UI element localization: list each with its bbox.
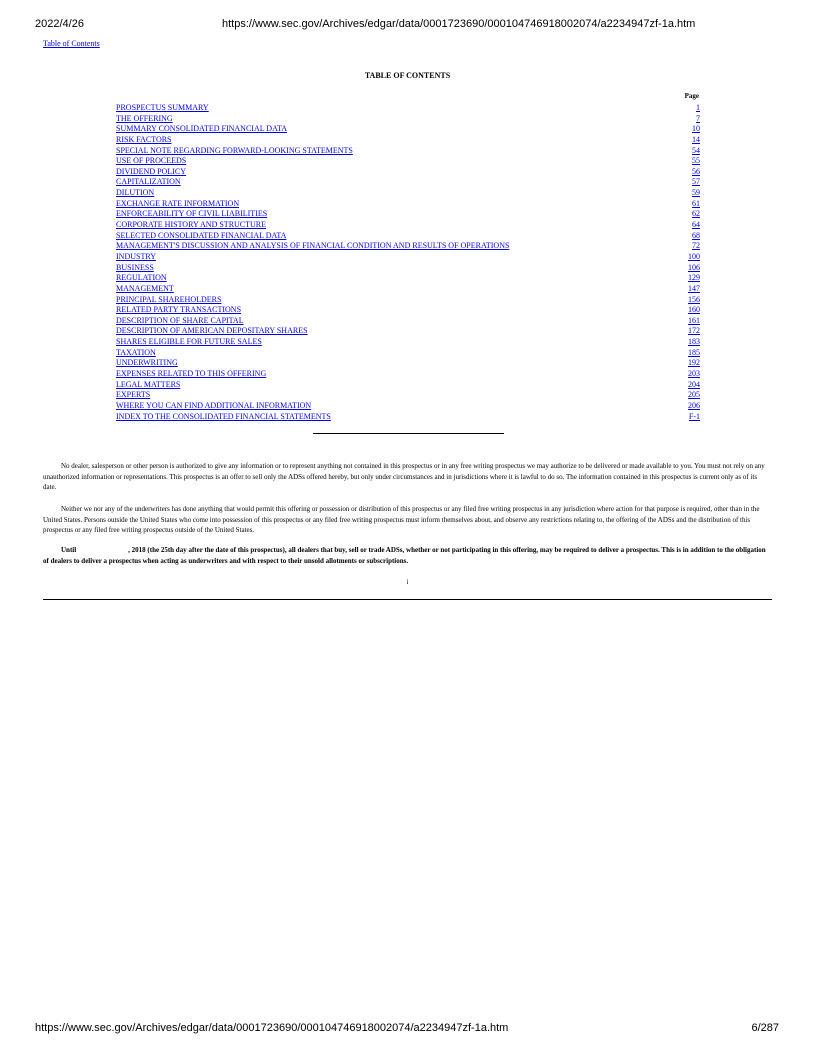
toc-entry-title[interactable]: ENFORCEABILITY OF CIVIL LIABILITIES <box>116 209 268 219</box>
toc-entry-title[interactable]: CAPITALIZATION <box>116 177 181 187</box>
toc-entry-page[interactable]: 161 <box>688 315 700 325</box>
toc-entry <box>116 295 700 306</box>
toc-entry-title[interactable]: RELATED PARTY TRANSACTIONS <box>116 305 242 315</box>
print-url: https://www.sec.gov/Archives/edgar/data/0001723690/000104746918002074/a2234947zf-1a.htm <box>222 18 696 30</box>
toc-entry-page[interactable]: 68 <box>692 230 700 240</box>
toc-heading: TABLE OF CONTENTS <box>364 71 451 80</box>
toc-entry-title[interactable]: LEGAL MATTERS <box>116 379 181 389</box>
toc-entry <box>116 241 700 252</box>
toc-entry-title[interactable]: MANAGEMENT'S DISCUSSION AND ANALYSIS OF FINANCIAL CONDITION AND RESULTS OF OPERATIONS <box>116 241 510 251</box>
toc-entry-page[interactable]: 192 <box>688 358 700 368</box>
toc-entry-page[interactable]: 100 <box>688 251 700 261</box>
toc-entry <box>116 156 700 167</box>
toc-entry-title[interactable]: EXPENSES RELATED TO THIS OFFERING <box>116 369 267 379</box>
toc-end-divider <box>313 433 504 434</box>
toc-entry-title[interactable]: THE OFFERING <box>116 113 173 123</box>
toc-entry-title[interactable]: BUSINESS <box>116 262 154 272</box>
print-page-count: 6/287 <box>751 1022 779 1034</box>
toc-entry <box>116 380 700 391</box>
toc-entry-title[interactable]: UNDERWRITING <box>116 358 178 368</box>
toc-list <box>116 103 700 422</box>
toc-entry-page[interactable]: 54 <box>692 145 700 155</box>
toc-entry-title[interactable]: PROSPECTUS SUMMARY <box>116 103 209 112</box>
table-of-contents-link[interactable]: Table of Contents <box>43 39 100 48</box>
toc-entry-title[interactable]: USE OF PROCEEDS <box>116 156 187 166</box>
toc-entry <box>116 326 700 337</box>
toc-entry <box>116 188 700 199</box>
toc-entry-title[interactable]: INDUSTRY <box>116 251 157 261</box>
page-end-divider <box>43 599 772 600</box>
toc-entry-title[interactable]: CORPORATE HISTORY AND STRUCTURE <box>116 220 267 230</box>
toc-entry-page[interactable]: 57 <box>692 177 700 187</box>
toc-entry <box>116 316 700 327</box>
toc-entry-title[interactable]: WHERE YOU CAN FIND ADDITIONAL INFORMATION <box>116 400 312 410</box>
until-rest: , 2018 (the 25th day after the date of this prospectus), all dealers that buy, sell or trade ADSs, whether or not participating in this offering, may be required to deliver a prospectus. This is in addition to the obligation of dealers to deliver a prospectus when acting as underwriters and with respect to their unsold allotments or subscriptions. <box>43 546 766 565</box>
toc-entry-page[interactable]: 156 <box>688 294 700 304</box>
toc-entry-page[interactable]: 204 <box>688 379 700 389</box>
toc-entry-page[interactable]: 172 <box>688 326 700 336</box>
toc-entry-page[interactable]: 129 <box>688 273 700 283</box>
toc-entry <box>116 231 700 242</box>
toc-entry-title[interactable]: DILUTION <box>116 188 155 198</box>
footer-url: https://www.sec.gov/Archives/edgar/data/0001723690/000104746918002074/a2234947zf-1a.htm <box>35 1022 509 1034</box>
toc-entry <box>116 358 700 369</box>
toc-entry <box>116 369 700 380</box>
toc-entry-page[interactable]: 56 <box>692 166 700 176</box>
toc-entry-title[interactable]: SPECIAL NOTE REGARDING FORWARD-LOOKING STATEMENTS <box>116 145 353 155</box>
toc-entry-title[interactable]: DESCRIPTION OF SHARE CAPITAL <box>116 315 244 325</box>
jurisdiction-notice-paragraph: Neither we nor any of the underwriters has done anything that would permit this offering or possession or distribution of this prospectus or any filed free writing prospectus in any jurisdiction where action for that purpose is required, other than in the United States. Persons outside the United States who come into possession of this prospectus or any filed free writing prospectus must inform themselves about, and observe any restrictions relating to, the offering of the ADSs and the distribution of this prospectus or any filed free writing prospectus outside of the United States. <box>43 505 760 535</box>
toc-entry-title[interactable]: TAXATION <box>116 347 156 357</box>
toc-entry <box>116 348 700 359</box>
toc-entry-page[interactable]: 10 <box>692 124 700 134</box>
toc-entry <box>116 401 700 412</box>
toc-entry-title[interactable]: DESCRIPTION OF AMERICAN DEPOSITARY SHARES <box>116 326 308 336</box>
toc-entry-title[interactable]: EXPERTS <box>116 390 151 400</box>
toc-entry-title[interactable]: REGULATION <box>116 273 167 283</box>
toc-entry <box>116 209 700 220</box>
toc-entry-title[interactable]: PRINCIPAL SHAREHOLDERS <box>116 294 222 304</box>
toc-entry-page[interactable]: 62 <box>692 209 700 219</box>
print-header <box>0 18 815 32</box>
toc-entry-page[interactable]: 61 <box>692 198 700 208</box>
page-column-header: Page <box>684 92 699 100</box>
toc-entry <box>116 167 700 178</box>
toc-entry <box>116 273 700 284</box>
dealer-notice-paragraph: No dealer, salesperson or other person is authorized to give any information or to represent anything not contained in this prospectus or in any free writing prospectus we may authorize to be delivered or made available to you. You must not rely on any unauthorized information or representations. This prospectus is an offer to sell only the ADSs offered hereby, but only under circumstances and in jurisdictions where it is lawful to do so. The information contained in this prospectus is current only as of its date. <box>43 462 765 492</box>
toc-entry-title[interactable]: RISK FACTORS <box>116 134 172 144</box>
toc-entry-page[interactable]: 205 <box>688 390 700 400</box>
until-lead: Until <box>61 546 77 554</box>
print-date: 2022/4/26 <box>35 18 84 30</box>
toc-entry-page[interactable]: 59 <box>692 188 700 198</box>
toc-entry <box>116 135 700 146</box>
toc-entry-title[interactable]: EXCHANGE RATE INFORMATION <box>116 198 240 208</box>
toc-entry-title[interactable]: INDEX TO THE CONSOLIDATED FINANCIAL STATEMENTS <box>116 411 331 421</box>
toc-entry-title[interactable]: SUMMARY CONSOLIDATED FINANCIAL DATA <box>116 124 287 134</box>
toc-entry <box>116 305 700 316</box>
toc-entry-page[interactable]: 7 <box>696 113 700 123</box>
toc-entry-page[interactable]: 72 <box>692 241 700 251</box>
toc-entry <box>116 390 700 401</box>
toc-entry-page[interactable]: 14 <box>692 134 700 144</box>
toc-entry-page[interactable]: 185 <box>688 347 700 357</box>
toc-entry <box>116 199 700 210</box>
toc-entry-page[interactable]: 203 <box>688 369 700 379</box>
toc-entry-page[interactable]: 1 <box>696 103 700 112</box>
page-number-roman: i <box>406 578 409 586</box>
toc-entry <box>116 263 700 274</box>
toc-entry <box>116 177 700 188</box>
toc-entry <box>116 337 700 348</box>
toc-entry <box>116 114 700 125</box>
toc-entry-title[interactable]: DIVIDEND POLICY <box>116 166 186 176</box>
toc-entry-title[interactable]: MANAGEMENT <box>116 283 174 293</box>
toc-entry-title[interactable]: SHARES ELIGIBLE FOR FUTURE SALES <box>116 337 262 347</box>
toc-entry-page[interactable]: 64 <box>692 220 700 230</box>
toc-entry <box>116 103 700 114</box>
toc-entry <box>116 124 700 135</box>
toc-entry-page[interactable]: 106 <box>688 262 700 272</box>
toc-entry-page[interactable]: 183 <box>688 337 700 347</box>
toc-entry <box>116 146 700 157</box>
delivery-requirement-paragraph <box>43 545 771 566</box>
toc-entry-page[interactable]: 160 <box>688 305 700 315</box>
toc-entry-title[interactable]: SELECTED CONSOLIDATED FINANCIAL DATA <box>116 230 287 240</box>
print-footer <box>0 1022 815 1036</box>
toc-entry <box>116 284 700 295</box>
toc-entry-page[interactable]: 55 <box>692 156 700 166</box>
toc-entry <box>116 412 700 423</box>
toc-entry-page[interactable]: 147 <box>688 283 700 293</box>
toc-entry <box>116 220 700 231</box>
toc-entry-page[interactable]: 206 <box>688 400 700 410</box>
toc-entry-page[interactable]: F-1 <box>688 411 700 421</box>
toc-entry <box>116 252 700 263</box>
